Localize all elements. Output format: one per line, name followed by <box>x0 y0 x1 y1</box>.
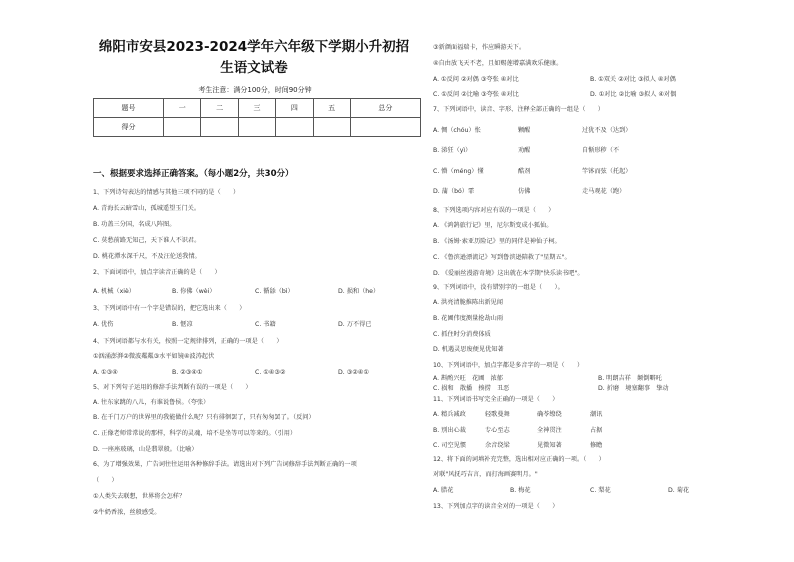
answer-option: A. 斟酌兴旺 花圃 浓郁 <box>433 375 503 382</box>
answer-option: A. ①反问 ②对偶 ③夸张 ④对比 <box>433 76 519 83</box>
question-line: ①汹涌澎湃②微波粼粼③水平如镜④波涛起伏 <box>93 353 215 360</box>
question-line: A. 青海长云暗雪山，孤城遥望玉门关。 <box>93 205 201 212</box>
question-line: 6、为了增强效果，广告词往往运用各种修辞手法。请选出对下列广告词修辞手法判断正确的一项 <box>93 461 357 468</box>
answer-option: 走马观花（跑） <box>582 188 626 195</box>
score-header-cell: 五 <box>313 99 350 118</box>
score-header-cell: 四 <box>276 99 313 118</box>
answer-option: C. ①④③② <box>255 369 286 376</box>
score-value-row <box>94 118 421 137</box>
answer-option: 颗醒 <box>518 127 531 134</box>
exam-title: 绵阳市安县2023-2024学年六年级下学期小升初招生语文试卷 <box>98 39 410 76</box>
answer-option: 见微知著 <box>537 442 562 449</box>
question-line: D. 《爱丽丝漫游奇境》这出就在本学期"快乐读书吧"。 <box>433 270 584 277</box>
answer-option: B. 別出心裁 <box>433 427 466 434</box>
answer-option: C. ①反问 ②比喻 ③夸张 ④对比 <box>433 91 519 98</box>
question-line: B. 功盖三分国，名成八阵图。 <box>93 221 176 228</box>
question-line: A. 往东家跳的八儿，有谁说鲁侯。（夸张） <box>93 399 210 406</box>
question-line: C. 抓住时分消费体质 <box>433 331 491 338</box>
answer-option: B. 你佛（wèi） <box>172 288 216 295</box>
question-line: 10、下列词语中，加点字都是多音字的一项是（ ） <box>433 362 584 369</box>
answer-option: B. 惬凉 <box>172 321 193 328</box>
question-line: 9、下列词语中，没有错别字的一组是（ ）。 <box>433 284 564 291</box>
score-header-cell: 总分 <box>350 99 420 118</box>
answer-option: A. 惆（chóu）怅 <box>433 127 481 134</box>
score-cell <box>201 118 238 137</box>
question-line: A. 《鸿鹄旅行记》里，尼尔斯变成小狐仙。 <box>433 222 553 229</box>
answer-option: B. 涕狂（yì） <box>433 147 472 154</box>
question-line: 5、对下列句子运用的修辞手法判断有误的一项是（ ） <box>93 384 252 391</box>
question-line: ②牛奶香浓，丝般感受。 <box>93 509 161 516</box>
score-cell <box>313 118 350 137</box>
question-line: 11、下列词语书写完全正确的一项是（ ） <box>433 396 559 403</box>
score-cell <box>350 118 420 137</box>
answer-option: C. 循舔（bì） <box>255 288 294 295</box>
answer-option: C. 懵（méng）懂 <box>433 168 484 175</box>
answer-option: 确苓缭绕 <box>537 411 562 418</box>
score-header-cell: 题号 <box>94 99 164 118</box>
question-line: C. 《鲁滨逊漂流记》写到鲁滨逊陪救了"星期五"。 <box>433 254 571 261</box>
question-line: B. 《汤姆·索亚历险记》里的同伴是神仙子柯。 <box>433 238 561 245</box>
answer-option: A. 机械（xiè） <box>93 288 135 295</box>
answer-option: 过犹不及（达到） <box>582 127 632 134</box>
answer-option: 酷剂 <box>518 168 531 175</box>
answer-option: 轻歌曼舞 <box>485 411 510 418</box>
section-heading: 一、根据要求选择正确答案。（每小题2分，共30分） <box>93 169 294 179</box>
answer-option: B. ②③④① <box>172 369 203 376</box>
question-line: 7、下列词语中，读音、字形、注释全部正确的一组是（ ） <box>433 106 604 113</box>
question-line: ①人类失去联想，世界将会怎样？ <box>93 493 186 500</box>
answer-option: 自惭形秽（不 <box>582 147 620 154</box>
score-header-cell: 一 <box>164 99 201 118</box>
question-line: 对联"风抚巧吉言，而打海画赛明月。" <box>433 471 538 478</box>
question-line: （ ） <box>93 477 118 484</box>
question-line: B. 在千门万户的世界里的我能做什么呢？只有徘徊罢了，只有匆匆罢了。（反问） <box>93 414 315 421</box>
score-cell <box>164 118 201 137</box>
answer-option: C. 损和 散播 揍捞 丑恶 <box>433 385 510 392</box>
question-line: 2、下面词语中，加点字读音正确的是（ ） <box>93 269 221 276</box>
question-line: ③新颜面福瑞卡，作应瞬游天下。 <box>433 44 526 51</box>
question-line: 1、下列诗句表达的情感与其他三项不同的是（ ） <box>93 189 240 196</box>
answer-option: 修瞻 <box>590 442 603 449</box>
question-line: B. 花圃伟度测量抢劫山雨 <box>433 315 504 322</box>
question-line: C. 正像老师常常说的那样，科学的灵魂，培不是坐等可以等来的。（引用） <box>93 430 297 437</box>
score-header-cell: 三 <box>238 99 275 118</box>
answer-option: B. 梅花 <box>510 487 531 494</box>
score-cell <box>276 118 313 137</box>
answer-option: C. 书籍 <box>255 321 276 328</box>
question-line: 3、下列词语中有一个字是错误的，把它选出来（ ） <box>93 305 246 312</box>
answer-option: 专心至志 <box>485 427 510 434</box>
answer-option: 仿佛 <box>518 188 531 195</box>
answer-option: 全神贯注 <box>537 427 562 434</box>
answer-option: D. 损和（he） <box>338 288 380 295</box>
answer-option: 劝醒 <box>518 147 531 154</box>
question-line: 13、下列加点字的读音全对的一项是（ ） <box>433 503 559 510</box>
exam-notice: 考生注意：满分100分，时间90分钟 <box>198 86 312 94</box>
question-line: 4、下列词语都与水有关，按照一定规律排列，正确的一项是（ ） <box>93 338 283 345</box>
answer-option: D. ③②④① <box>338 369 369 376</box>
answer-option: A. 精兵减政 <box>433 411 466 418</box>
question-line: A. 洪亮清脆推陈出新见闻 <box>433 299 503 306</box>
answer-option: D. 蒲（bó）霏 <box>433 188 475 195</box>
score-row-label: 得分 <box>94 118 164 137</box>
question-line: C. 莫愁前路无知己，天下谁人不识君。 <box>93 237 201 244</box>
answer-option: D. 折磨 境塞翻事 挚动 <box>598 385 669 392</box>
question-line: D. 一座座玻璃，山是翡翠般。（比喻） <box>93 446 198 453</box>
answer-option: C. 梨花 <box>590 487 611 494</box>
question-line: D. 桃花潭水深千尺，不及汪伦送我情。 <box>93 253 201 260</box>
score-cell <box>238 118 275 137</box>
answer-option: B. ①双关 ②对比 ③拟人 ④对偶 <box>590 76 676 83</box>
answer-option: 竿钵而弦（托起） <box>582 168 632 175</box>
answer-option: A. ①③④ <box>93 369 118 376</box>
answer-option: D. 菊花 <box>668 487 690 494</box>
score-table <box>93 98 421 137</box>
answer-option: B. 明朗吉祥 颠倒噼吒 <box>598 375 662 382</box>
answer-option: A. 优伤 <box>93 321 114 328</box>
answer-option: 占据 <box>590 427 603 434</box>
answer-option: C. 司空见惯 <box>433 442 467 449</box>
question-line: 8、下列选项内容对应有误的一项是（ ） <box>433 207 555 214</box>
answer-option: D. ①对比 ②比喻 ③拟人 ④对偶 <box>590 91 677 98</box>
question-line: D. 机遇灵思废便见优知著 <box>433 346 504 353</box>
score-header-row <box>94 99 421 118</box>
answer-option: A. 腊花 <box>433 487 454 494</box>
answer-option: 潮讯 <box>590 411 603 418</box>
question-line: 12、将下面的词填补充完整，选出相对应正确的一项。（ ） <box>433 456 605 463</box>
question-line: ④自由放飞天不老，且如赐莲增嘉满欢乐健康。 <box>433 60 563 67</box>
score-header-cell: 二 <box>201 99 238 118</box>
answer-option: 余音绕梁 <box>485 442 510 449</box>
answer-option: D. 万不得已 <box>338 321 372 328</box>
